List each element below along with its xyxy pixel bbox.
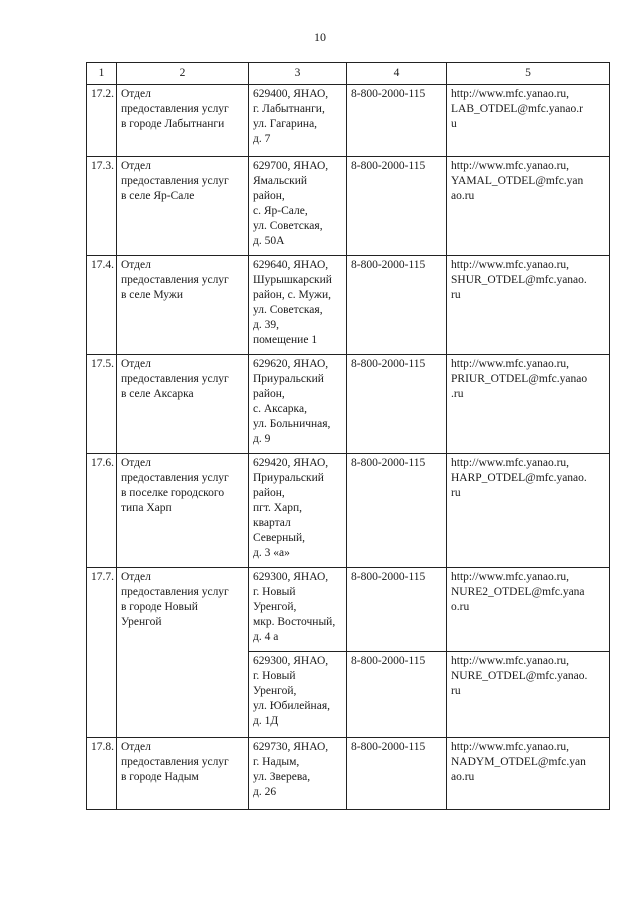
office-name xyxy=(117,85,249,157)
web-email-line: http://www.mfc.yanao.ru, xyxy=(451,655,570,667)
office-name xyxy=(117,738,249,810)
address-line: пгт. Харп, xyxy=(253,502,302,514)
office-name-line: в селе Мужи xyxy=(121,289,184,301)
address-line: Уренгой, xyxy=(253,685,297,697)
office-name-line: в поселке городского xyxy=(121,487,225,499)
table-row xyxy=(87,157,610,256)
office-name-line: предоставления услуг xyxy=(121,274,229,286)
office-address xyxy=(249,85,347,157)
address-line: ул. Советская, xyxy=(253,304,323,316)
office-phone: 8-800-2000-115 xyxy=(347,568,447,652)
address-line: Приуральский xyxy=(253,472,324,484)
address-line: ул. Советская, xyxy=(253,220,323,232)
office-web-email xyxy=(447,85,610,157)
office-address xyxy=(249,652,347,738)
address-line: 629730, ЯНАО, xyxy=(253,741,329,753)
office-name-line: Отдел xyxy=(121,88,151,100)
table-row xyxy=(87,454,610,568)
row-number: 17.7. xyxy=(87,568,117,738)
table-row xyxy=(87,355,610,454)
table-row xyxy=(87,568,610,652)
office-name-line: Отдел xyxy=(121,571,151,583)
office-web-email xyxy=(447,568,610,652)
web-email-line: http://www.mfc.yanao.ru, xyxy=(451,457,570,469)
office-web-email xyxy=(447,652,610,738)
web-email-line: PRIUR_OTDEL@mfc.yanao xyxy=(451,373,588,385)
offices-table xyxy=(86,62,610,810)
web-email-line: .ru xyxy=(451,388,464,400)
office-name-line: Отдел xyxy=(121,160,151,172)
web-email-line: http://www.mfc.yanao.ru, xyxy=(451,160,570,172)
address-line: квартал xyxy=(253,517,291,529)
web-email-line: http://www.mfc.yanao.ru, xyxy=(451,358,570,370)
address-line: район, xyxy=(253,190,285,202)
header-col-2: 2 xyxy=(117,63,249,85)
office-name-line: Отдел xyxy=(121,741,151,753)
office-web-email xyxy=(447,157,610,256)
office-phone: 8-800-2000-115 xyxy=(347,85,447,157)
address-line: Уренгой, xyxy=(253,601,297,613)
office-phone: 8-800-2000-115 xyxy=(347,157,447,256)
address-line: д. 4 а xyxy=(253,631,279,643)
web-email-line: NURE_OTDEL@mfc.yanao. xyxy=(451,670,588,682)
address-line: г. Надым, xyxy=(253,756,300,768)
office-address xyxy=(249,157,347,256)
address-line: район, с. Мужи, xyxy=(253,289,332,301)
office-address xyxy=(249,355,347,454)
web-email-line: ru xyxy=(451,685,461,697)
office-phone: 8-800-2000-115 xyxy=(347,454,447,568)
web-email-line: http://www.mfc.yanao.ru, xyxy=(451,571,570,583)
office-name-line: предоставления услуг xyxy=(121,103,229,115)
address-line: Шурышкарский xyxy=(253,274,332,286)
header-col-3: 3 xyxy=(249,63,347,85)
office-address xyxy=(249,256,347,355)
row-number: 17.6. xyxy=(87,454,117,568)
office-name-line: предоставления услуг xyxy=(121,472,229,484)
address-line: 629700, ЯНАО, xyxy=(253,160,329,172)
address-line: г. Новый xyxy=(253,670,296,682)
row-number: 17.4. xyxy=(87,256,117,355)
office-name-line: в городе Надым xyxy=(121,771,199,783)
web-email-line: NURE2_OTDEL@mfc.yana xyxy=(451,586,585,598)
row-number: 17.5. xyxy=(87,355,117,454)
address-line: 629420, ЯНАО, xyxy=(253,457,329,469)
address-line: 629300, ЯНАО, xyxy=(253,655,329,667)
address-line: д. 7 xyxy=(253,133,271,145)
address-line: район, xyxy=(253,487,285,499)
office-web-email xyxy=(447,738,610,810)
address-line: Северный, xyxy=(253,532,306,544)
office-name-line: Отдел xyxy=(121,259,151,271)
web-email-line: u xyxy=(451,118,457,130)
address-line: район, xyxy=(253,388,285,400)
row-number: 17.3. xyxy=(87,157,117,256)
address-line: 629620, ЯНАО, xyxy=(253,358,329,370)
web-email-line: http://www.mfc.yanao.ru, xyxy=(451,741,570,753)
office-name-line: в городе Новый xyxy=(121,601,198,613)
office-name xyxy=(117,256,249,355)
office-phone: 8-800-2000-115 xyxy=(347,652,447,738)
office-address xyxy=(249,454,347,568)
address-line: ул. Гагарина, xyxy=(253,118,318,130)
header-col-1: 1 xyxy=(87,63,117,85)
web-email-line: ru xyxy=(451,289,461,301)
office-phone: 8-800-2000-115 xyxy=(347,738,447,810)
web-email-line: http://www.mfc.yanao.ru, xyxy=(451,88,570,100)
row-number: 17.2. xyxy=(87,85,117,157)
web-email-line: SHUR_OTDEL@mfc.yanao. xyxy=(451,274,587,286)
table-row xyxy=(87,85,610,157)
web-email-line: HARP_OTDEL@mfc.yanao. xyxy=(451,472,587,484)
office-name-line: в селе Аксарка xyxy=(121,388,194,400)
table-row xyxy=(87,738,610,810)
office-name-line: Отдел xyxy=(121,457,151,469)
table-row xyxy=(87,256,610,355)
address-line: ул. Больничная, xyxy=(253,418,331,430)
office-name-line: предоставления услуг xyxy=(121,756,229,768)
office-name-line: в городе Лабытнанги xyxy=(121,118,225,130)
address-line: с. Аксарка, xyxy=(253,403,307,415)
address-line: Приуральский xyxy=(253,373,324,385)
office-name-line: предоставления услуг xyxy=(121,373,229,385)
web-email-line: NADYM_OTDEL@mfc.yan xyxy=(451,756,586,768)
web-email-line: ao.ru xyxy=(451,190,475,202)
web-email-line: YAMAL_OTDEL@mfc.yan xyxy=(451,175,584,187)
office-name xyxy=(117,157,249,256)
address-line: д. 3 «а» xyxy=(253,547,290,559)
address-line: г. Лабытнанги, xyxy=(253,103,325,115)
office-name-line: в селе Яр-Сале xyxy=(121,190,195,202)
header-row xyxy=(87,63,610,85)
office-name-line: Отдел xyxy=(121,358,151,370)
header-col-4: 4 xyxy=(347,63,447,85)
address-line: 629300, ЯНАО, xyxy=(253,571,329,583)
office-name-line: предоставления услуг xyxy=(121,586,229,598)
header-col-5: 5 xyxy=(447,63,610,85)
office-address xyxy=(249,738,347,810)
address-line: мкр. Восточный, xyxy=(253,616,336,628)
office-name xyxy=(117,355,249,454)
office-phone: 8-800-2000-115 xyxy=(347,355,447,454)
address-line: с. Яр-Сале, xyxy=(253,205,308,217)
address-line: д. 50А xyxy=(253,235,285,247)
address-line: ул. Юбилейная, xyxy=(253,700,330,712)
office-web-email xyxy=(447,256,610,355)
web-email-line: ao.ru xyxy=(451,771,475,783)
address-line: д. 9 xyxy=(253,433,271,445)
office-name-line: предоставления услуг xyxy=(121,175,229,187)
address-line: Ямальский xyxy=(253,175,308,187)
web-email-line: o.ru xyxy=(451,601,470,613)
office-name-line: типа Харп xyxy=(121,502,172,514)
row-number: 17.8. xyxy=(87,738,117,810)
address-line: д. 26 xyxy=(253,786,277,798)
address-line: ул. Зверева, xyxy=(253,771,311,783)
address-line: помещение 1 xyxy=(253,334,318,346)
address-line: 629640, ЯНАО, xyxy=(253,259,329,271)
address-line: 629400, ЯНАО, xyxy=(253,88,329,100)
office-name xyxy=(117,454,249,568)
office-phone: 8-800-2000-115 xyxy=(347,256,447,355)
table-body xyxy=(87,85,610,810)
address-line: д. 39, xyxy=(253,319,279,331)
office-web-email xyxy=(447,355,610,454)
web-email-line: http://www.mfc.yanao.ru, xyxy=(451,259,570,271)
office-name xyxy=(117,568,249,738)
office-address xyxy=(249,568,347,652)
office-web-email xyxy=(447,454,610,568)
address-line: д. 1Д xyxy=(253,715,279,727)
address-line: г. Новый xyxy=(253,586,296,598)
office-name-line: Уренгой xyxy=(121,616,162,628)
web-email-line: LAB_OTDEL@mfc.yanao.r xyxy=(451,103,583,115)
page-number: 10 xyxy=(314,30,326,44)
web-email-line: ru xyxy=(451,487,461,499)
